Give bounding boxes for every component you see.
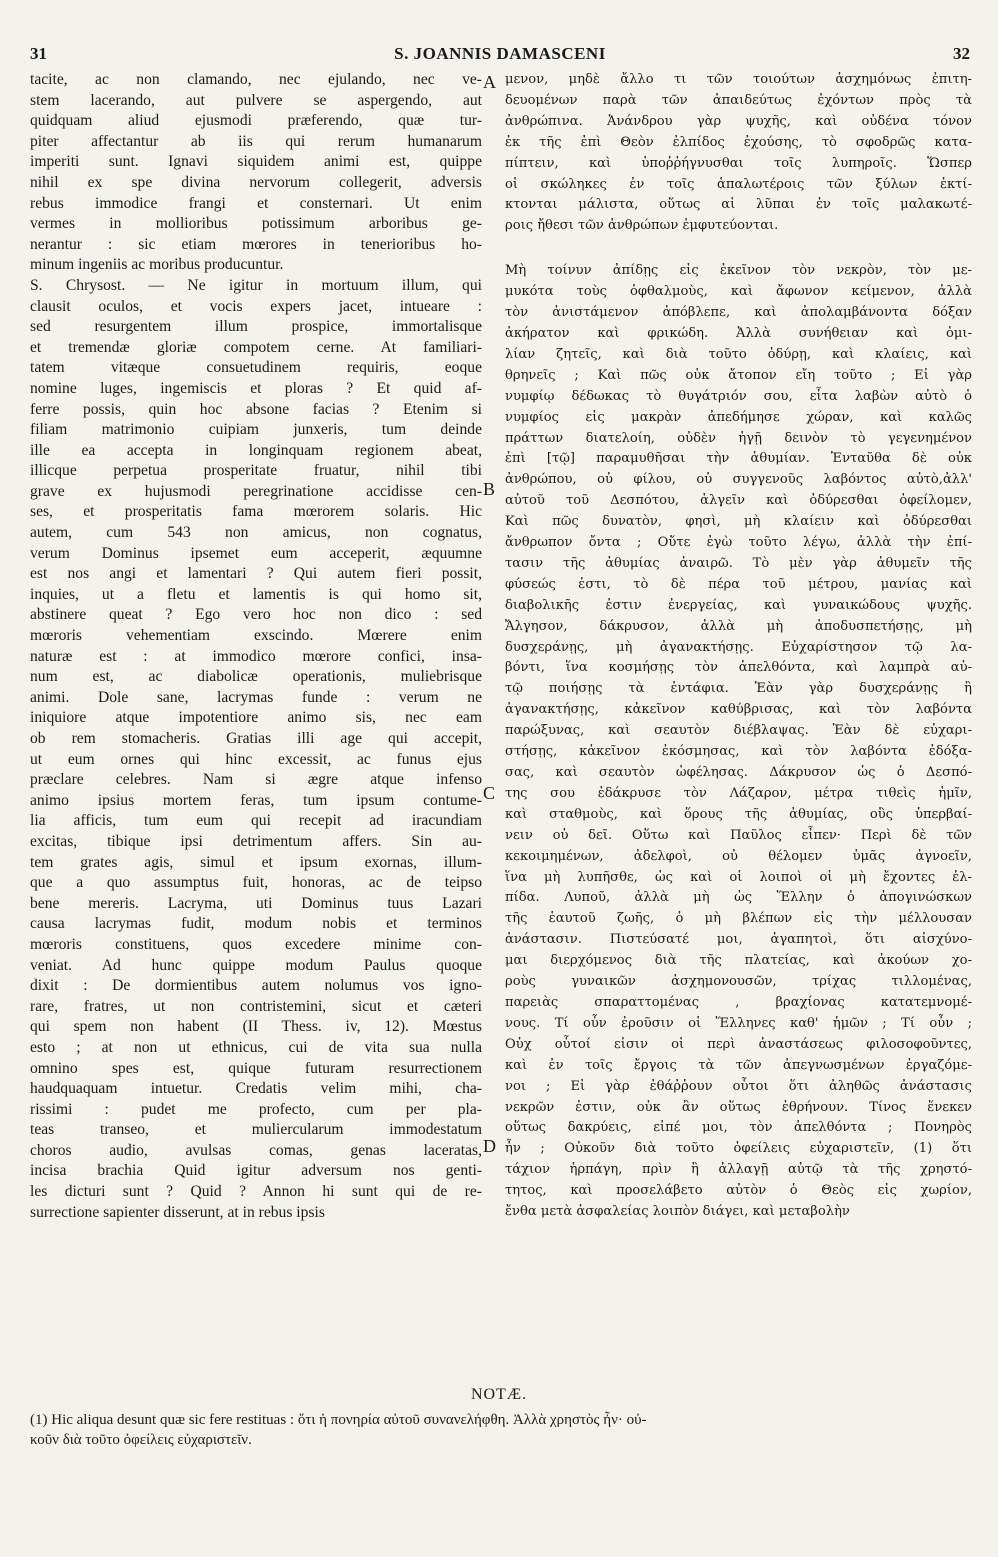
text-line: tacite, ac non clamando, nec ejulando, nec ve- [30,71,482,88]
text-line: οἱ σκώληκες ἐν τοῖς ἁπαλωτέροις τῶν ξύλων ἐκτί- [505,176,972,192]
text-line: ut eum ornes qui hinc excessit, ac funus ejus [30,750,482,768]
text-line: πράττων διατελοίη, οὐδὲν ἡγῇ δεινὸν τὸ γεγενημένον [505,430,972,446]
text-line: ροις ἤθεσι τῶν ἀνθρώπων ἐμφυτεύονται. [505,218,779,234]
text-line: καὶ ἐν τοῖς ἔργοις τὰ τῶν ἀπεγνωσμένων ἐργαζόμε- [505,1057,972,1073]
text-line: δυσχεράνῃς, μὴ ἀγανακτήσῃς. Εὐχαρίστησον τῷ λα- [505,639,972,655]
text-line: dixit : De dormientibus autem nolumus vos igno- [30,977,482,995]
text-line: et tremendæ gloriæ compotem cerne. At familiari- [30,338,482,356]
page-number-left: 31 [30,44,47,63]
text-line: qui spem non habent (II Thess. iv, 12). Mœstus [30,1018,482,1036]
text-line: παρειὰς σπαραττομένας , βραχίονας κατατεμνομέ- [505,994,972,1010]
text-line: νειν οὐ δεῖ. Οὕτω καὶ Παῦλος εἶπεν· Περὶ δὲ τῶν [505,827,972,843]
text-line: les dicturi sunt ? Quid ? Annon hi sunt qui de re- [30,1183,482,1201]
text-line: animo ipsius mortem feras, tum ipsum contume- [30,791,482,809]
running-header [30,44,970,68]
text-line: φύσεώς ἐστι, τὸ δὲ πέρα τοῦ μέτρου, μανίας καὶ [505,576,972,592]
footnote [30,1410,972,1450]
text-line: ἀνθρώπινα. Ἀνάνδρου γὰρ ψυχῆς, καὶ οὐδένα τόνον [505,113,972,129]
text-line: στήσῃς, κἀκεῖνον ἐκόσμησας, καὶ τὸν λαβόντα ἐδόξα- [505,744,972,760]
text-line: tatem vitæque consuetudinem requiris, eoque [30,359,482,377]
text-line: præclare celebres. Nam si ægre atque infenso [30,771,482,789]
text-line: ἀνάστασιν. Πιστεύσατέ μοι, ἀγαπητοὶ, ὅτι αἰσχύνο- [505,932,972,948]
running-title: S. JOANNIS DAMASCENI [394,44,606,63]
text-line: ἀγανακτήσῃς, κἀκεῖνον καθύβρισας, καὶ τὸν λαβόντα [505,702,972,718]
text-line: rebus immodice frangi et consternari. Ut enim [30,194,482,212]
text-line: ἐπὶ [τῷ] παραμυθῆσαι τὴν ἀθυμίαν. Ἐνταῦθα δὲ οὐκ [505,451,972,467]
text-line: κοῦν διὰ τοῦτο ὀφείλεις εὐχαριστεῖν. [30,1432,252,1448]
text-line: λίαν ζητεῖς, καὶ διὰ τοῦτο ὀδύρῃ, καὶ κλαίεις, καὶ [505,346,972,362]
text-line: animi. Dole sane, lacrymas funde : verum ne [30,688,482,706]
text-line: κεκοιμημένων, ἀδελφοὶ, οὐ θέλομεν ὑμᾶς ἀγνοεῖν, [505,848,972,864]
text-line: κτονται μάλιστα, οὕτως αἱ λῦπαι ἐν τοῖς μαλακωτέ- [505,197,972,213]
notes-title: NOTÆ. [470,1386,528,1403]
text-line: ἐκ τῆς ἐπὶ Θεὸν ἐλπίδος ἐχούσης, τὸ σφοδρῶς κατα- [505,134,972,150]
text-line: filiam matrimonio cuipiam junxeris, tum deinde [30,421,482,439]
greek-paragraph-1 [505,70,972,237]
margin-marker-a: A [483,72,496,92]
text-line: excitas, tibique ipsi detrimentum affers. Sin au- [30,832,482,850]
latin-column [30,70,482,1223]
margin-marker-b: B [483,479,496,499]
text-line: τητος, καὶ προσελάβετο αὐτὸν ὁ Θεὸς εἰς χωρίον, [505,1183,972,1199]
text-line: inquies, ut a fletu et lamentis is qui homo sit, [30,585,482,603]
text-line: veniat. Ad hunc quippe modum Paulus quoque [30,956,482,974]
text-line: surrectione sapienter disserunt, at in rebus ipsis [30,1203,325,1221]
text-line: μενον, μηδὲ ἄλλο τι τῶν τοιούτων ἀσχημόνως ἐπιτη- [505,72,972,87]
text-line: ροὺς γυναικῶν ἀσχημονουσῶν, τρίχας τιλλομένας, [505,974,972,990]
text-line: grave ex hujusmodi peregrinatione accidisse cen- [30,482,482,500]
text-line: Οὐχ οὗτοί εἰσιν οἱ περὶ ἀναστάσεως φιλοσοφοῦντες, [505,1036,972,1052]
text-line: nihil ex spe divina nervorum collegerit, adversis [30,173,482,191]
text-line: μυκότα τοὺς ὀφθαλμοὺς, καὶ ἄφωνον κείμενον, ἀλλὰ [505,284,972,300]
text-line: S. Chrysost. — Ne igitur in mortuum illum, qui [30,276,482,294]
text-line: τάχιον ἡρπάγη, πρὶν ἢ ἀλλαγῇ αὐτῷ τὰ τῆς χρηστό- [505,1162,972,1178]
text-line: καὶ σταθμοὺς, καὶ ὅρους τῆς ἀθυμίας, οὓς ὑπερβαί- [505,806,972,822]
text-line: ses, et prosperitatis fama mœrorem solaris. Hic [30,503,482,521]
text-line: οὕτως δακρύεις, εἰπέ μοι, τὸν ἀπελθόντα ; Πονηρὸς [505,1120,972,1136]
text-line: incisa brachia Quid igitur adversum nos genti- [30,1162,482,1180]
text-line: ἀνθρώπου, οὐ φίλου, οὐ συγγενοῦς λαβόντος αὐτὸ,ἀλλ' [505,472,972,488]
text-line: vermes in mollioribus potissimum arboribus ge- [30,215,482,233]
text-line: νυμφίῳ δέδωκας τὸ θυγάτριόν σου, εἶτα λαβὼν αὐτὸ ὁ [505,388,972,404]
greek-column [505,70,972,1223]
text-line: ἄνθρωπον ὄντα ; Οὔτε ἐγὼ τοῦτο λέγω, ἀλλὰ τὴν ἐπί- [505,535,972,551]
text-line: νυμφίος εἰς μακρὰν ἀπεδήμησε χώραν, καὶ καλῶς [505,409,972,425]
text-line: ἦν ; Οὐκοῦν διὰ τοῦτο ὀφείλεις εὐχαριστεῖν, (1) ὅτι [505,1141,972,1157]
text-line: σας, καὶ σεαυτὸν ὠφέλησας. Δάκρυσον ὡς ὁ Δεσπό- [505,765,972,780]
text-line: choros audio, avulsas comas, genas laceratas, [30,1141,482,1159]
greek-paragraph-2 [505,261,972,1223]
text-line: omnino spes est, quique futuram resurrectionem [30,1059,482,1077]
text-line: μαι διερχόμενος διὰ τῆς πλατείας, καὶ ἀκούων χο- [505,953,972,969]
text-line: διαβολικῆς ἐστιν ἐνεργείας, καὶ γυναικώδους ψυχῆς. [505,597,972,613]
text-line: τῷ ποιήσῃς τὰ ἐντάφια. Ἐὰν γὰρ δυσχεράνῃς ἢ [505,681,972,697]
text-line: est nos angi et lamentari ? Qui autem fieri possit, [30,565,482,583]
text-line: πίδα. Λυποῦ, ἀλλὰ μὴ ὡς Ἕλλην ὁ ἀπογινώσκων [505,890,972,906]
text-line: νεκρῶν ἐστιν, οὐκ ἂν οὕτως ἐθρήνουν. Τίνος ἕνεκεν [505,1099,972,1115]
text-line: esto ; at non ut ethnicus, cui de vita sua nulla [30,1038,482,1056]
text-line: ἔνθα μετὰ ἀσφαλείας λοιπὸν διάγει, καὶ μεταβολὴν [505,1204,850,1220]
text-line: quidquam aliud ejusmodi præferendo, quæ tur- [30,112,482,130]
text-line: num est, ac diabolicæ operationis, muliebrisque [30,668,482,686]
text-line: Καὶ πῶς δυνατὸν, φησὶ, μὴ κλαίειν καὶ ὀδύρεσθαι [505,514,972,530]
margin-marker-d: D [483,1136,496,1156]
text-line: τὸν ἀνιστάμενον ἀπόβλεπε, καὶ ἀπολαμβάνοντα δόξαν [505,305,972,321]
text-line: mœroris vehementiam exscindo. Mœrere enim [30,627,482,645]
text-line: ferre possis, quin hoc absone facias ? Etenim si [30,400,482,418]
text-line: αὐτοῦ τοῦ Δεσπότου, ἀλγεῖν καὶ ὀδύρεσθαι ὀφείλομεν, [505,493,972,509]
text-line: haudquaquam intuetur. Credatis velim mihi, cha- [30,1080,482,1098]
text-line: mœroris constituens, quos excedere minime con- [30,935,482,953]
text-line: (1) Hic aliqua desunt quæ sic fere restituas : ὅτι ἡ πονηρία αὐτοῦ συνανελήφθη. Ἀλλὰ χρηστὸς ἦν· οὐ- [30,1412,647,1428]
text-line: autem, cum 543 non amicus, non cognatus, [30,524,482,542]
text-line: δευομένων παρὰ τῶν ἀπαιδεύτως ἐχόντων πρὸς τὰ [505,92,972,108]
text-line: πίπτειν, καὶ ὑποῤῥήγνυσθαι τοῖς λυπηροῖς. Ὥσπερ [505,155,972,171]
text-line: stem lacerando, aut pulvere se aspergendo, aut [30,91,482,109]
text-line: rare, fratres, ut non contristemini, sicut et cæteri [30,997,482,1015]
margin-marker-c: C [483,783,496,803]
text-line: que a quo assumptus fuit, honoras, ac de teipso [30,874,482,892]
text-line: ob rem stomacheris. Gratias illi age qui accepit, [30,730,482,747]
text-line: nerantur : sic etiam mœrores in tenerioribus ho- [30,235,482,253]
text-line: naturæ est : at immodico mœrore confici, insa- [30,647,482,665]
text-line: ἵνα μὴ λυπῆσθε, ὡς καὶ οἱ λοιποὶ οἱ μὴ ἔχοντες ἐλ- [505,869,972,885]
text-line: βόντι, ἵνα κοσμήσῃς τὸν ἀπελθόντα, καὶ λαμπρὰ αὐ- [505,660,972,676]
text-line: ἀκήρατον καὶ φρικώδη. Ἀλλὰ συνήθειαν καὶ ὁμι- [505,325,972,341]
text-line: rissimi : pudet me profecto, cum per pla- [30,1100,482,1118]
text-line: clausit oculos, et vocis expers jacet, intueare : [30,297,482,315]
text-line: ille ea accepta in longinquam regionem abeat, [30,441,482,459]
text-line: minum ingeniis ac moribus producuntur. [30,256,284,274]
text-line: τῆς ἑαυτοῦ ζωῆς, ὁ μὴ βλέπων εἰς τὴν μέλλουσαν [505,911,972,927]
text-line: lia afficis, tum eum qui recepit ad iracundiam [30,812,482,830]
text-line: τασιν τῆς ἀθυμίας ἀναιρῶ. Τὸ μὲν γὰρ ἀθυμεῖν τῆς [505,555,972,571]
text-line: θρηνεῖς ; Καὶ πῶς οὐκ ἄτοπον εἴη τοῦτο ; Εἰ γὰρ [505,367,972,383]
text-line: causa lacrymas fudit, modum nobis et terminos [30,915,482,933]
text-line: νοι ; Εἰ γὰρ ἐθάῤῥουν οὗτοι ὅτι ἀληθῶς ἀνάστασις [505,1078,972,1094]
text-line: Ἄλγησον, δάκρυσον, ἀλλὰ μὴ ἀποδυσπετήσῃς, μὴ [505,618,972,634]
text-line: teas transeo, et muliercularum immodestatum [30,1121,482,1139]
text-line: tem grates agis, simul et ipsum exornas, illum- [30,853,482,871]
text-line: imperiti sunt. Ignavi siquidem animi est, quippe [30,153,482,171]
text-line: piter affectantur ab iis qui rerum humanarum [30,132,482,150]
text-line: abstinere queat ? Ego vero hoc non dico : sed [30,606,482,624]
text-line: nomine luges, ingemiscis et ploras ? Et quid af- [30,379,482,397]
text-line: verum Dominus ipsemet eum acceperit, æquumne [30,544,482,562]
text-line: νους. Τί οὖν ἐροῦσιν οἱ Ἕλληνες καθ' ἡμῶν ; Τί οὖν ; [505,1015,972,1031]
text-line: Μὴ τοίνυν ἀπίδῃς εἰς ἐκεῖνον τὸν νεκρὸν, τὸν με- [505,263,972,279]
text-line: bene mereris. Lacryma, uti Dominus tuus Lazari [30,894,482,912]
text-line: illicque perpetua prosperitate fruatur, nihil tibi [30,462,482,480]
text-line: παρώξυνας, καὶ σεαυτὸν διέβλαψας. Ἐὰν δὲ εὐχαρι- [505,723,972,739]
text-line: sed resurgentem illum prospice, immortalisque [30,318,482,336]
text-line: της σου ἐδάκρυσε τὸν Λάζαρον, μέτρα τιθεὶς ἡμῖν, [505,785,972,801]
page-number-right: 32 [953,44,970,63]
text-line: iniquiore atque impotentiore animo sis, nec eam [30,709,482,727]
